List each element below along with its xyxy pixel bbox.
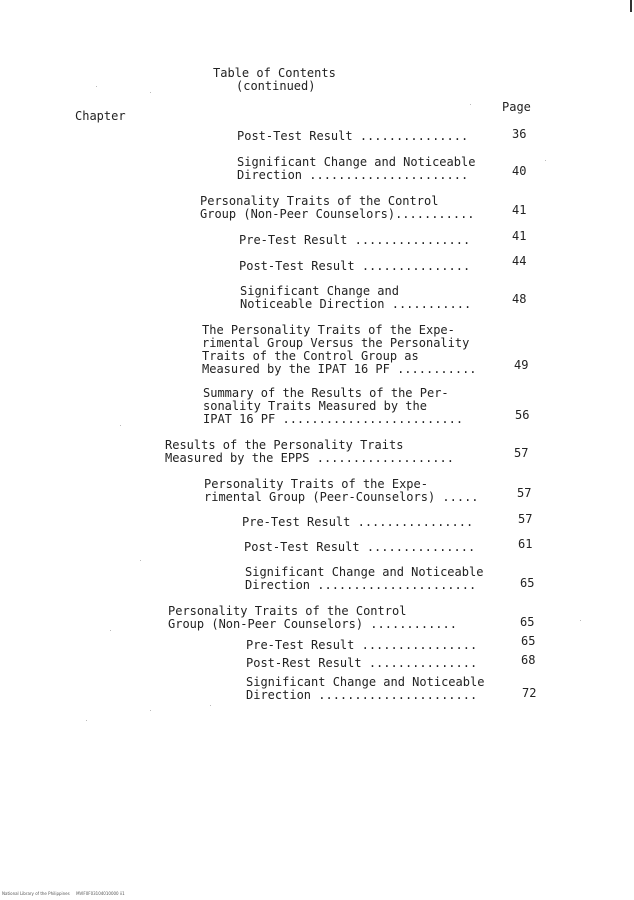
toc-entry-text: Personality Traits of the Control — [168, 604, 407, 618]
toc-entry-page: 61 — [518, 537, 533, 551]
toc-entry-page: 65 — [520, 615, 535, 629]
scan-speck — [86, 720, 87, 721]
toc-entry-text: Results of the Personality Traits — [165, 438, 404, 452]
chapter-label: Chapter — [75, 109, 126, 123]
toc-entry-page: 72 — [522, 686, 537, 700]
toc-title-line1: Table of Contents — [213, 66, 336, 80]
toc-entry-page: 41 — [512, 229, 527, 243]
toc-entry-text: Pre-Test Result ................ — [246, 638, 478, 652]
toc-entry-text: Post-Rest Result ............... — [246, 656, 478, 670]
toc-entry-text: Post-Test Result ............... — [239, 259, 471, 273]
toc-entry-page: 57 — [517, 486, 532, 500]
toc-entry-text: Post-Test Result ............... — [237, 129, 469, 143]
page-label: Page — [502, 100, 531, 114]
toc-entry-page: 44 — [512, 254, 527, 268]
toc-entry-page: 65 — [521, 634, 536, 648]
toc-entry-text: Noticeable Direction ........... — [240, 297, 472, 311]
toc-entry-page: 36 — [512, 127, 527, 141]
toc-entry-text: Significant Change and Noticeable — [237, 155, 476, 169]
toc-entry-text: Significant Change and — [240, 284, 399, 298]
toc-entry-text: rimental Group Versus the Personality — [202, 336, 470, 350]
toc-entry-page: 41 — [512, 203, 527, 217]
toc-entry-text: Direction ...................... — [246, 688, 478, 702]
toc-entry-page: 49 — [514, 358, 529, 372]
toc-entry-text: Summary of the Results of the Per- — [203, 386, 449, 400]
toc-entry-text: Significant Change and Noticeable — [245, 565, 484, 579]
toc-entry-page: 40 — [512, 164, 527, 178]
toc-entry-text: Post-Test Result ............... — [244, 540, 476, 554]
toc-entry-text: Personality Traits of the Expe- — [204, 477, 428, 491]
toc-entry-text: Direction ...................... — [245, 578, 477, 592]
toc-entry-page: 57 — [518, 512, 533, 526]
toc-entry-page: 65 — [520, 576, 535, 590]
toc-entry-text: IPAT 16 PF ......................... — [203, 412, 464, 426]
toc-entry-text: Measured by the IPAT 16 PF ........... — [202, 362, 477, 376]
scan-speck — [120, 425, 121, 426]
scan-speck — [210, 705, 211, 706]
toc-entry-text: Direction ...................... — [237, 168, 469, 182]
scan-speck — [470, 104, 471, 105]
toc-entry-page: 68 — [521, 653, 536, 667]
scan-speck — [96, 86, 97, 87]
toc-entry-text: sonality Traits Measured by the — [203, 399, 427, 413]
toc-entry-text: rimental Group (Peer-Counselors) ..... — [204, 490, 479, 504]
toc-entry-text: Group (Non-Peer Counselors) ............ — [168, 617, 457, 631]
footer-scan-credit: National Library of the Philippines MVIF0F03104010000 ii1 — [2, 891, 125, 896]
toc-entry-text: Personality Traits of the Control — [200, 194, 439, 208]
scan-speck — [150, 92, 151, 93]
scan-speck — [110, 630, 111, 631]
toc-entry-page: 57 — [514, 446, 529, 460]
toc-entry-text: Group (Non-Peer Counselors)........... — [200, 207, 475, 221]
scan-speck — [150, 710, 151, 711]
scan-speck — [140, 560, 141, 561]
toc-entry-text: Significant Change and Noticeable — [246, 675, 485, 689]
toc-entry-text: Pre-Test Result ................ — [242, 515, 474, 529]
toc-entry-text: Pre-Test Result ................ — [239, 233, 471, 247]
toc-title-line2: (continued) — [236, 79, 316, 93]
toc-entry-text: The Personality Traits of the Expe- — [202, 323, 455, 337]
toc-entry-page: 48 — [512, 292, 527, 306]
toc-entry-text: Measured by the EPPS ................... — [165, 451, 454, 465]
toc-entry-page: 56 — [515, 408, 530, 422]
scan-speck — [580, 620, 581, 621]
scan-speck — [545, 160, 546, 161]
toc-entry-text: Traits of the Control Group as — [202, 349, 419, 363]
page-edge-mark — [630, 0, 632, 12]
